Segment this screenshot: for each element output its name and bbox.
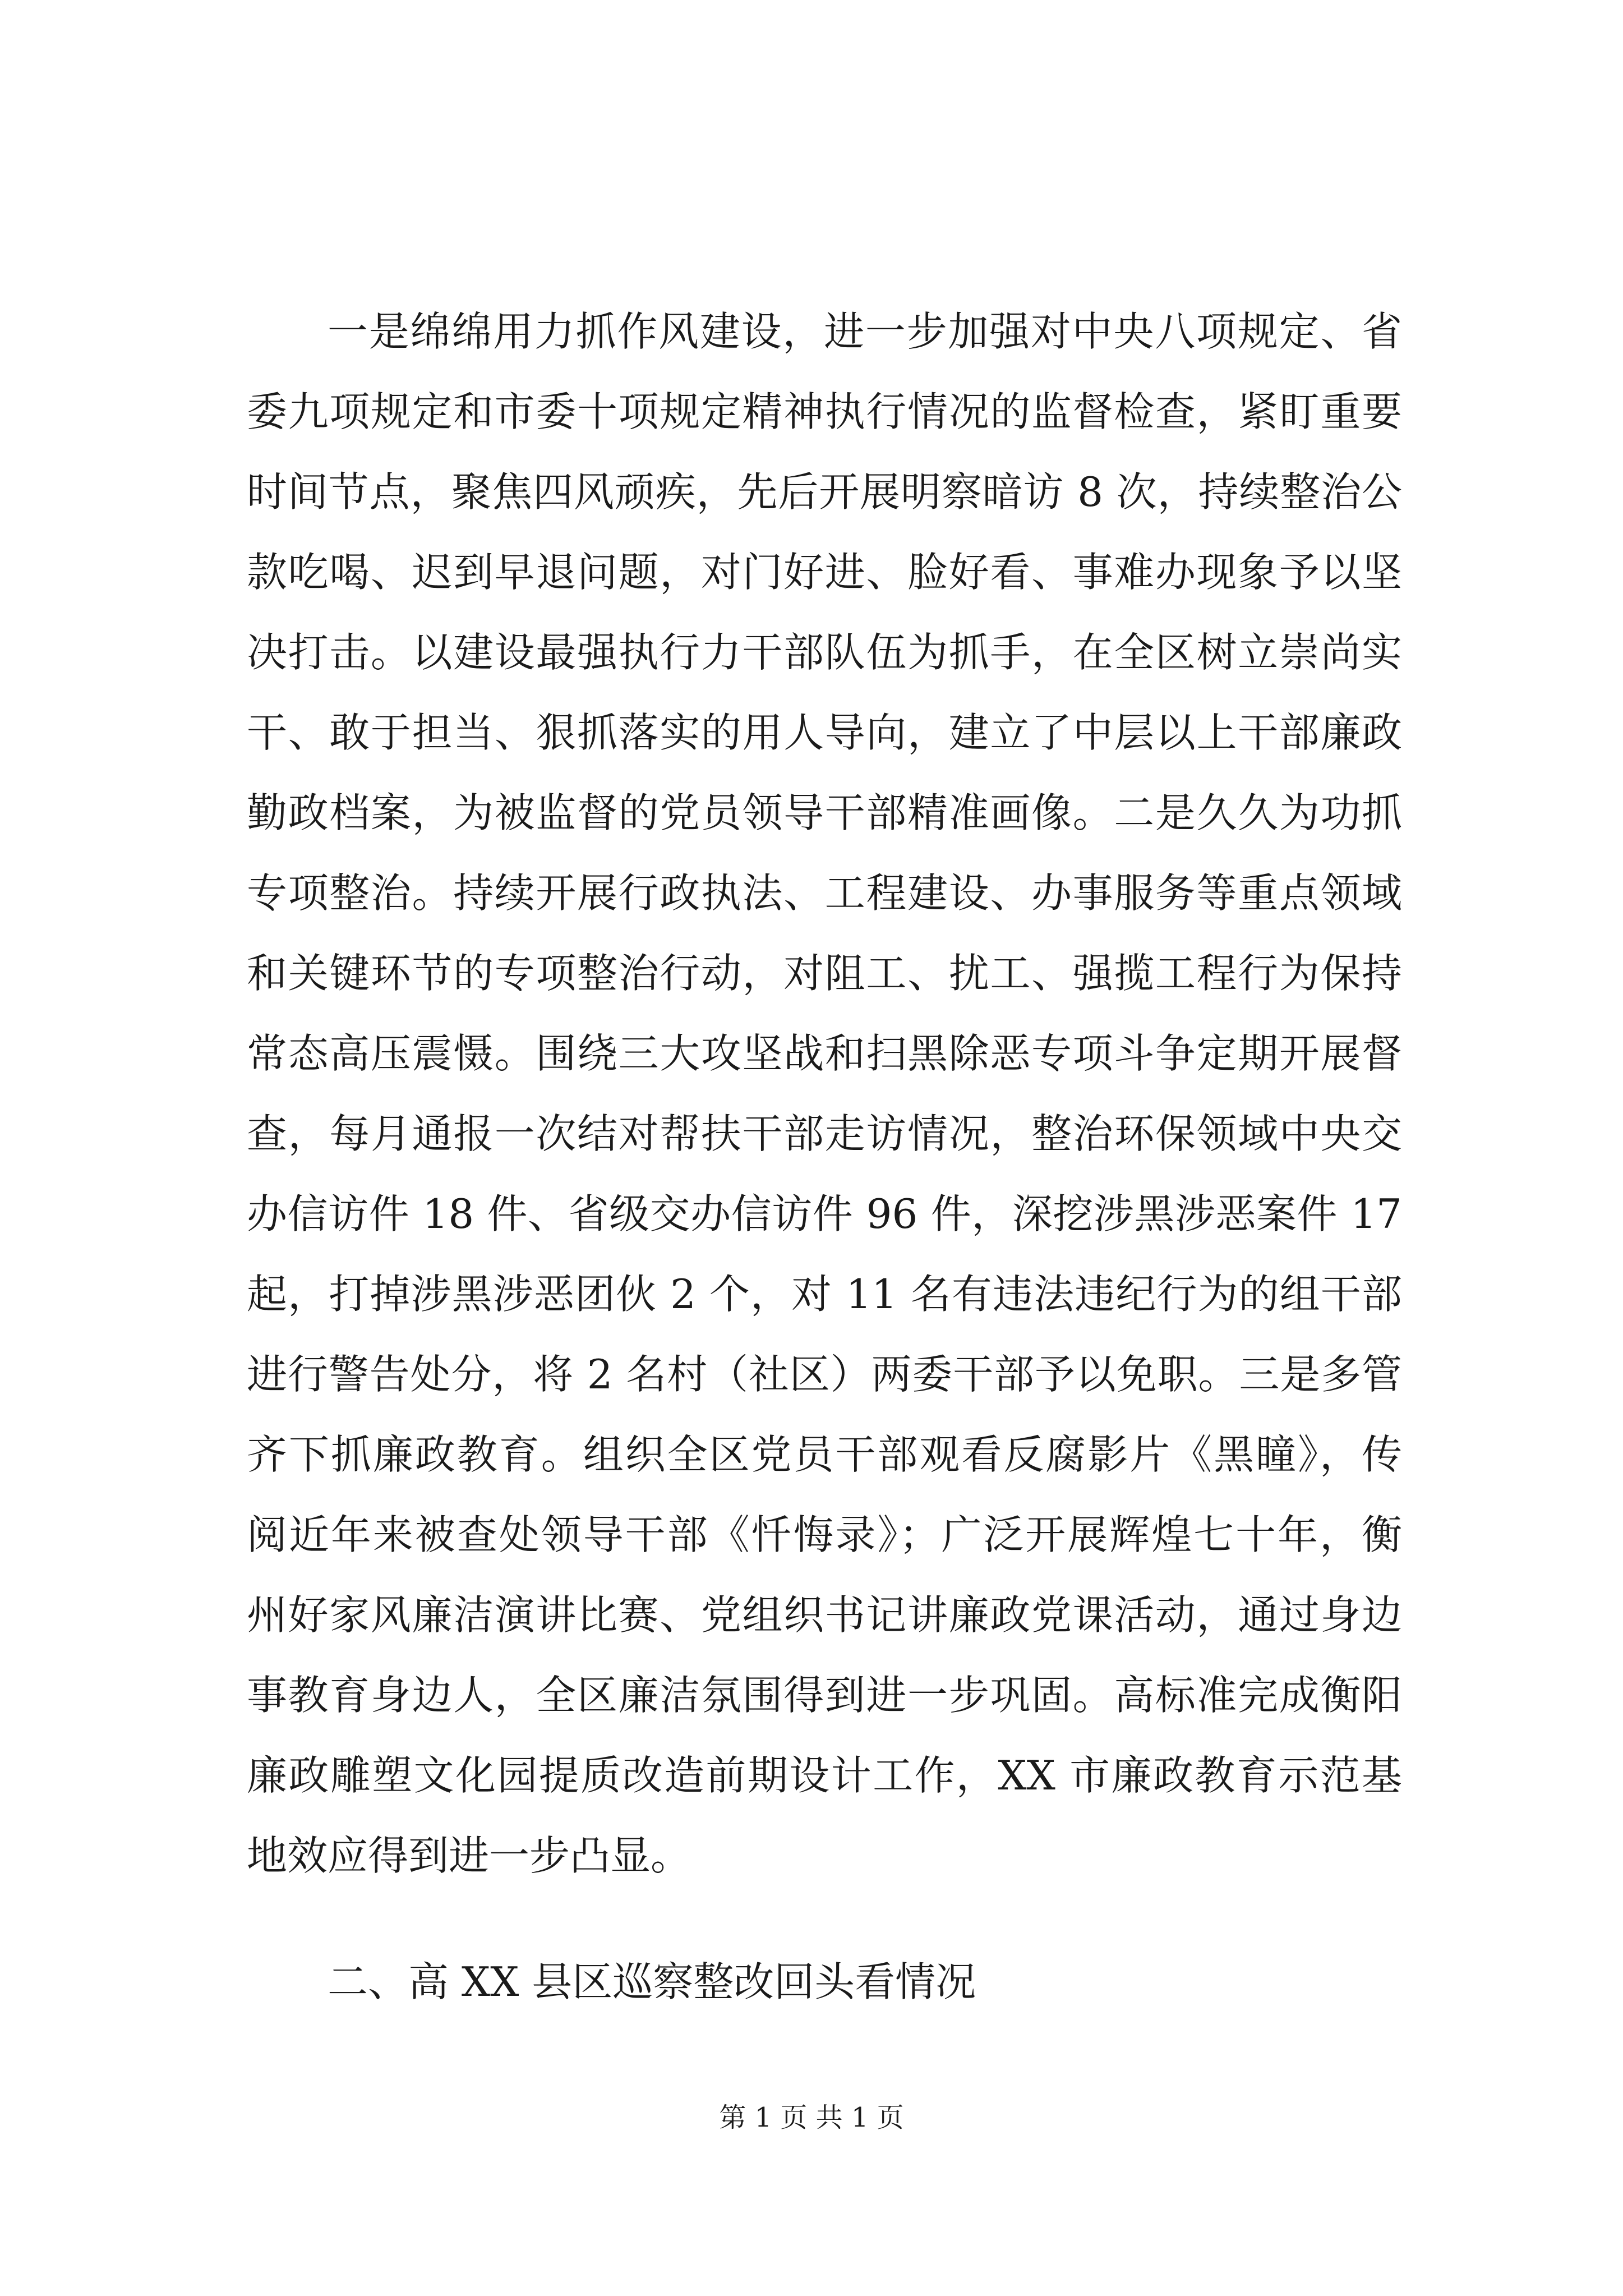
paragraph-line: 决打击。以建设最强执行力干部队伍为抓手，在全区树立崇尚实 [247,629,1402,676]
paragraph-line: 齐下抓廉政教育。组织全区党员干部观看反腐影片《黑瞳》，传 [247,1431,1402,1478]
paragraph-line: 一是绵绵用力抓作风建设，进一步加强对中央八项规定、省 [328,308,1402,355]
paragraph-line: 进行警告处分，将 2 名村（社区）两委干部予以免职。三是多管 [247,1351,1402,1398]
paragraph-line: 款吃喝、迟到早退问题，对门好进、脸好看、事难办现象予以坚 [247,549,1402,596]
paragraph-line: 和关键环节的专项整治行动，对阻工、扰工、强揽工程行为保持 [247,950,1402,997]
paragraph-line: 常态高压震慑。围绕三大攻坚战和扫黑除恶专项斗争定期开展督 [247,1030,1402,1077]
section-heading: 二、高 XX 县区巡察整改回头看情况 [328,1958,976,2005]
paragraph-line: 地效应得到进一步凸显。 [247,1832,691,1879]
paragraph-line: 事教育身边人，全区廉洁氛围得到进一步巩固。高标准完成衡阳 [247,1672,1402,1719]
paragraph-line: 办信访件 18 件、省级交办信访件 96 件，深挖涉黑涉恶案件 17 [247,1190,1402,1237]
paragraph-line: 专项整治。持续开展行政执法、工程建设、办事服务等重点领域 [247,869,1402,917]
paragraph-line: 州好家风廉洁演讲比赛、党组织书记讲廉政党课活动，通过身边 [247,1591,1402,1639]
paragraph-line: 查，每月通报一次结对帮扶干部走访情况，整治环保领域中央交 [247,1110,1402,1157]
body-paragraph [247,292,1402,1896]
paragraph-line: 干、敢于担当、狠抓落实的用人导向，建立了中层以上干部廉政 [247,709,1402,756]
paragraph-line: 廉政雕塑文化园提质改造前期设计工作，XX 市廉政教育示范基 [247,1752,1402,1799]
paragraph-line: 勤政档案，为被监督的党员领导干部精准画像。二是久久为功抓 [247,789,1402,836]
paragraph-line: 时间节点，聚焦四风顽疾，先后开展明察暗访 8 次，持续整治公 [247,468,1402,516]
paragraph-line: 委九项规定和市委十项规定精神执行情况的监督检查，紧盯重要 [247,388,1402,435]
paragraph-line: 起，打掉涉黑涉恶团伙 2 个，对 11 名有违法违纪行为的组干部 [247,1271,1402,1318]
paragraph-line: 阅近年来被查处领导干部《忏悔录》；广泛开展辉煌七十年，衡 [247,1511,1402,1558]
page-footer: 第 1 页 共 1 页 [719,2102,904,2133]
